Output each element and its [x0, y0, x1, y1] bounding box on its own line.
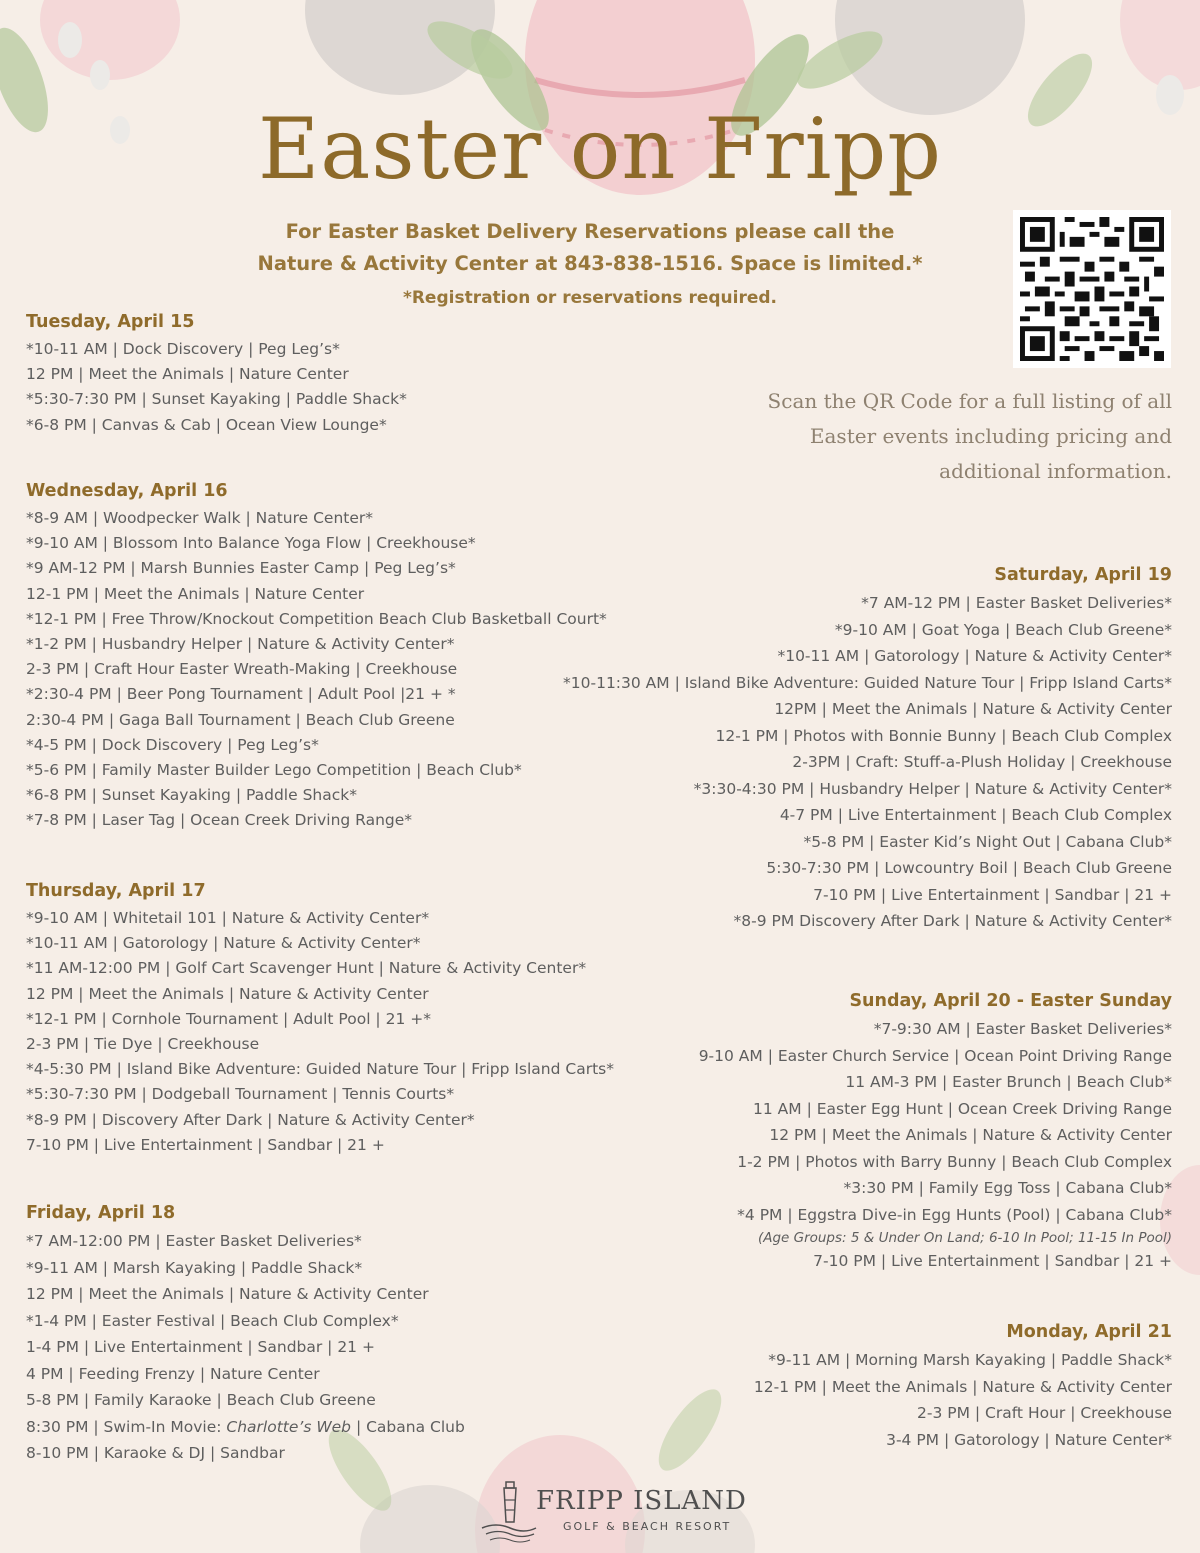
- event-item: *7 AM-12:00 PM | Easter Basket Deliveries*: [26, 1232, 362, 1250]
- event-item: 1-2 PM | Photos with Barry Bunny | Beach Club Complex: [737, 1152, 1172, 1171]
- event-item: 5-8 PM | Family Karaoke | Beach Club Greene: [26, 1391, 376, 1409]
- event-item: 12 PM | Meet the Animals | Nature & Activity Center: [769, 1126, 1172, 1144]
- scan-line: Easter events including pricing and: [809, 424, 1172, 448]
- event-item: *9-11 AM | Morning Marsh Kayaking | Paddle Shack*: [768, 1351, 1172, 1369]
- event-item: *3:30 PM | Family Egg Toss | Cabana Club*: [843, 1179, 1172, 1197]
- qr-code[interactable]: [1013, 210, 1171, 368]
- event-item: 2-3 PM | Craft Hour | Creekhouse: [917, 1404, 1172, 1422]
- day-heading: Saturday, April 19: [994, 565, 1172, 585]
- day-monday: [512, 1319, 1172, 1453]
- day-sunday: [512, 988, 1172, 1275]
- fripp-island-logo: [478, 1478, 748, 1548]
- event-item: 3-4 PM | Gatorology | Nature Center*: [886, 1430, 1172, 1449]
- event-item: 2-3 PM | Tie Dye | Creekhouse: [26, 1035, 260, 1054]
- logo-name: FRIPP ISLAND: [536, 1486, 747, 1516]
- event-item: 12PM | Meet the Animals | Nature & Activity Center: [774, 700, 1172, 718]
- event-item: *7-8 PM | Laser Tag | Ocean Creek Driving Range*: [26, 811, 413, 830]
- event-item: 12-1 PM | Meet the Animals | Nature & Activity Center: [753, 1377, 1172, 1396]
- intro-line: For Easter Basket Delivery Reservations please call the: [285, 220, 895, 243]
- event-item: *10-11 AM | Gatorology | Nature & Activity Center*: [26, 934, 421, 953]
- day-heading: Thursday, April 17: [26, 881, 206, 901]
- event-item: *4 PM | Eggstra Dive-in Egg Hunts (Pool) | Cabana Club*: [737, 1205, 1172, 1224]
- event-item: *5:30-7:30 PM | Dodgeball Tournament | Tennis Courts*: [26, 1085, 455, 1104]
- page-title: Easter on Fripp: [257, 100, 943, 198]
- scan-qr-text: [712, 384, 1172, 489]
- event-item: *9-10 AM | Blossom Into Balance Yoga Flow | Creekhouse*: [26, 534, 476, 553]
- event-item: *8-9 PM Discovery After Dark | Nature & Activity Center*: [733, 912, 1172, 930]
- event-item: *9-11 AM | Marsh Kayaking | Paddle Shack*: [26, 1258, 363, 1277]
- event-item: *10-11:30 AM | Island Bike Adventure: Guided Nature Tour | Fripp Island Carts*: [563, 673, 1172, 692]
- event-item: *9 AM-12 PM | Marsh Bunnies Easter Camp | Peg Leg’s*: [26, 559, 456, 578]
- event-item: *8-9 AM | Woodpecker Walk | Nature Center*: [26, 509, 374, 527]
- logo-subtitle: GOLF & BEACH RESORT: [563, 1520, 732, 1533]
- day-heading: Tuesday, April 15: [26, 312, 195, 332]
- movie-time: 8:30 PM | Swim-In Movie:: [26, 1417, 227, 1436]
- qr-code-icon: [1020, 217, 1164, 361]
- day-heading: Wednesday, April 16: [26, 481, 228, 501]
- age-groups-note: (Age Groups: 5 & Under On Land; 6-10 In Pool; 11-15 In Pool): [757, 1230, 1172, 1246]
- bud-decoration: [90, 60, 110, 90]
- registration-note: *Registration or reservations required.: [402, 288, 778, 308]
- event-item: 2:30-4 PM | Gaga Ball Tournament | Beach Club Greene: [26, 710, 455, 729]
- event-item: 11 AM-3 PM | Easter Brunch | Beach Club*: [845, 1073, 1172, 1091]
- event-item: 8-10 PM | Karaoke & DJ | Sandbar: [26, 1444, 285, 1462]
- day-heading: Sunday, April 20 - Easter Sunday: [849, 991, 1172, 1011]
- day-heading: Monday, April 21: [1006, 1322, 1172, 1342]
- event-item: *10-11 AM | Gatorology | Nature & Activity Center*: [777, 647, 1172, 665]
- event-item: 12-1 PM | Photos with Bonnie Bunny | Beach Club Complex: [715, 726, 1172, 745]
- intro-line: Nature & Activity Center at 843-838-1516. Space is limited.*: [257, 252, 923, 275]
- event-item: *7-9:30 AM | Easter Basket Deliveries*: [873, 1020, 1172, 1038]
- event-item: *4-5 PM | Dock Discovery | Peg Leg’s*: [26, 735, 319, 754]
- event-item: 12-1 PM | Meet the Animals | Nature Center: [26, 584, 365, 603]
- event-item: 12 PM | Meet the Animals | Nature & Activity Center: [26, 984, 429, 1003]
- event-item: *5:30-7:30 PM | Sunset Kayaking | Paddle Shack*: [26, 390, 407, 409]
- event-item: *9-10 AM | Goat Yoga | Beach Club Greene*: [834, 620, 1172, 639]
- event-item: 12 PM | Meet the Animals | Nature & Activity Center: [26, 1285, 429, 1303]
- event-item: *12-1 PM | Cornhole Tournament | Adult Pool | 21 +*: [26, 1009, 431, 1028]
- day-tuesday: [26, 309, 666, 438]
- event-item: *10-11 AM | Dock Discovery | Peg Leg’s*: [26, 340, 340, 358]
- event-item: *12-1 PM | Free Throw/Knockout Competition Beach Club Basketball Court*: [26, 609, 607, 628]
- bud-decoration: [58, 22, 82, 58]
- event-item: *7 AM-12 PM | Easter Basket Deliveries*: [861, 594, 1172, 612]
- event-item: 4 PM | Feeding Frenzy | Nature Center: [26, 1364, 320, 1383]
- event-item: 7-10 PM | Live Entertainment | Sandbar | 21 +: [813, 1252, 1172, 1270]
- event-item: *6-8 PM | Canvas & Cab | Ocean View Lounge*: [26, 415, 387, 434]
- event-item: *1-2 PM | Husbandry Helper | Nature & Activity Center*: [26, 635, 455, 654]
- intro-block: [180, 216, 1000, 314]
- event-item: *5-8 PM | Easter Kid’s Night Out | Cabana Club*: [803, 832, 1172, 851]
- event-item: *2:30-4 PM | Beer Pong Tournament | Adult Pool |21 + *: [26, 685, 456, 704]
- movie-location: | Cabana Club: [351, 1417, 465, 1436]
- scan-line: additional information.: [939, 459, 1172, 483]
- event-item: 5:30-7:30 PM | Lowcountry Boil | Beach Club Greene: [766, 859, 1172, 877]
- event-item: 9-10 AM | Easter Church Service | Ocean Point Driving Range: [698, 1046, 1172, 1065]
- lighthouse-icon: [478, 1478, 538, 1548]
- egg-decoration: [1120, 0, 1200, 90]
- event-item: 4-7 PM | Live Entertainment | Beach Club Complex: [779, 806, 1172, 824]
- scan-line: Scan the QR Code for a full listing of all: [767, 389, 1172, 413]
- event-item: *4-5:30 PM | Island Bike Adventure: Guided Nature Tour | Fripp Island Carts*: [26, 1060, 614, 1079]
- event-item: *5-6 PM | Family Master Builder Lego Competition | Beach Club*: [26, 761, 522, 780]
- event-item: *9-10 AM | Whitetail 101 | Nature & Activity Center*: [26, 909, 430, 927]
- event-item: *1-4 PM | Easter Festival | Beach Club Complex*: [26, 1311, 399, 1330]
- event-item: 2-3PM | Craft: Stuff-a-Plush Holiday | Creekhouse: [792, 753, 1172, 771]
- event-item: *3:30-4:30 PM | Husbandry Helper | Nature & Activity Center*: [693, 779, 1172, 798]
- event-item: 12 PM | Meet the Animals | Nature Center: [26, 365, 349, 384]
- event-item: *6-8 PM | Sunset Kayaking | Paddle Shack*: [26, 786, 357, 805]
- day-saturday: [512, 562, 1172, 935]
- event-item: 1-4 PM | Live Entertainment | Sandbar | 21 +: [26, 1338, 375, 1356]
- event-item: *11 AM-12:00 PM | Golf Cart Scavenger Hunt | Nature & Activity Center*: [26, 959, 587, 978]
- event-item: 11 AM | Easter Egg Hunt | Ocean Creek Driving Range: [753, 1099, 1172, 1118]
- event-item: 2-3 PM | Craft Hour Easter Wreath-Making | Creekhouse: [26, 660, 458, 679]
- movie-title: Charlotte’s Web: [226, 1417, 352, 1436]
- event-item: *8-9 PM | Discovery After Dark | Nature & Activity Center*: [26, 1110, 475, 1129]
- day-heading: Friday, April 18: [26, 1203, 176, 1223]
- event-item: 7-10 PM | Live Entertainment | Sandbar | 21 +: [813, 885, 1172, 904]
- event-item: 7-10 PM | Live Entertainment | Sandbar | 21 +: [26, 1135, 385, 1154]
